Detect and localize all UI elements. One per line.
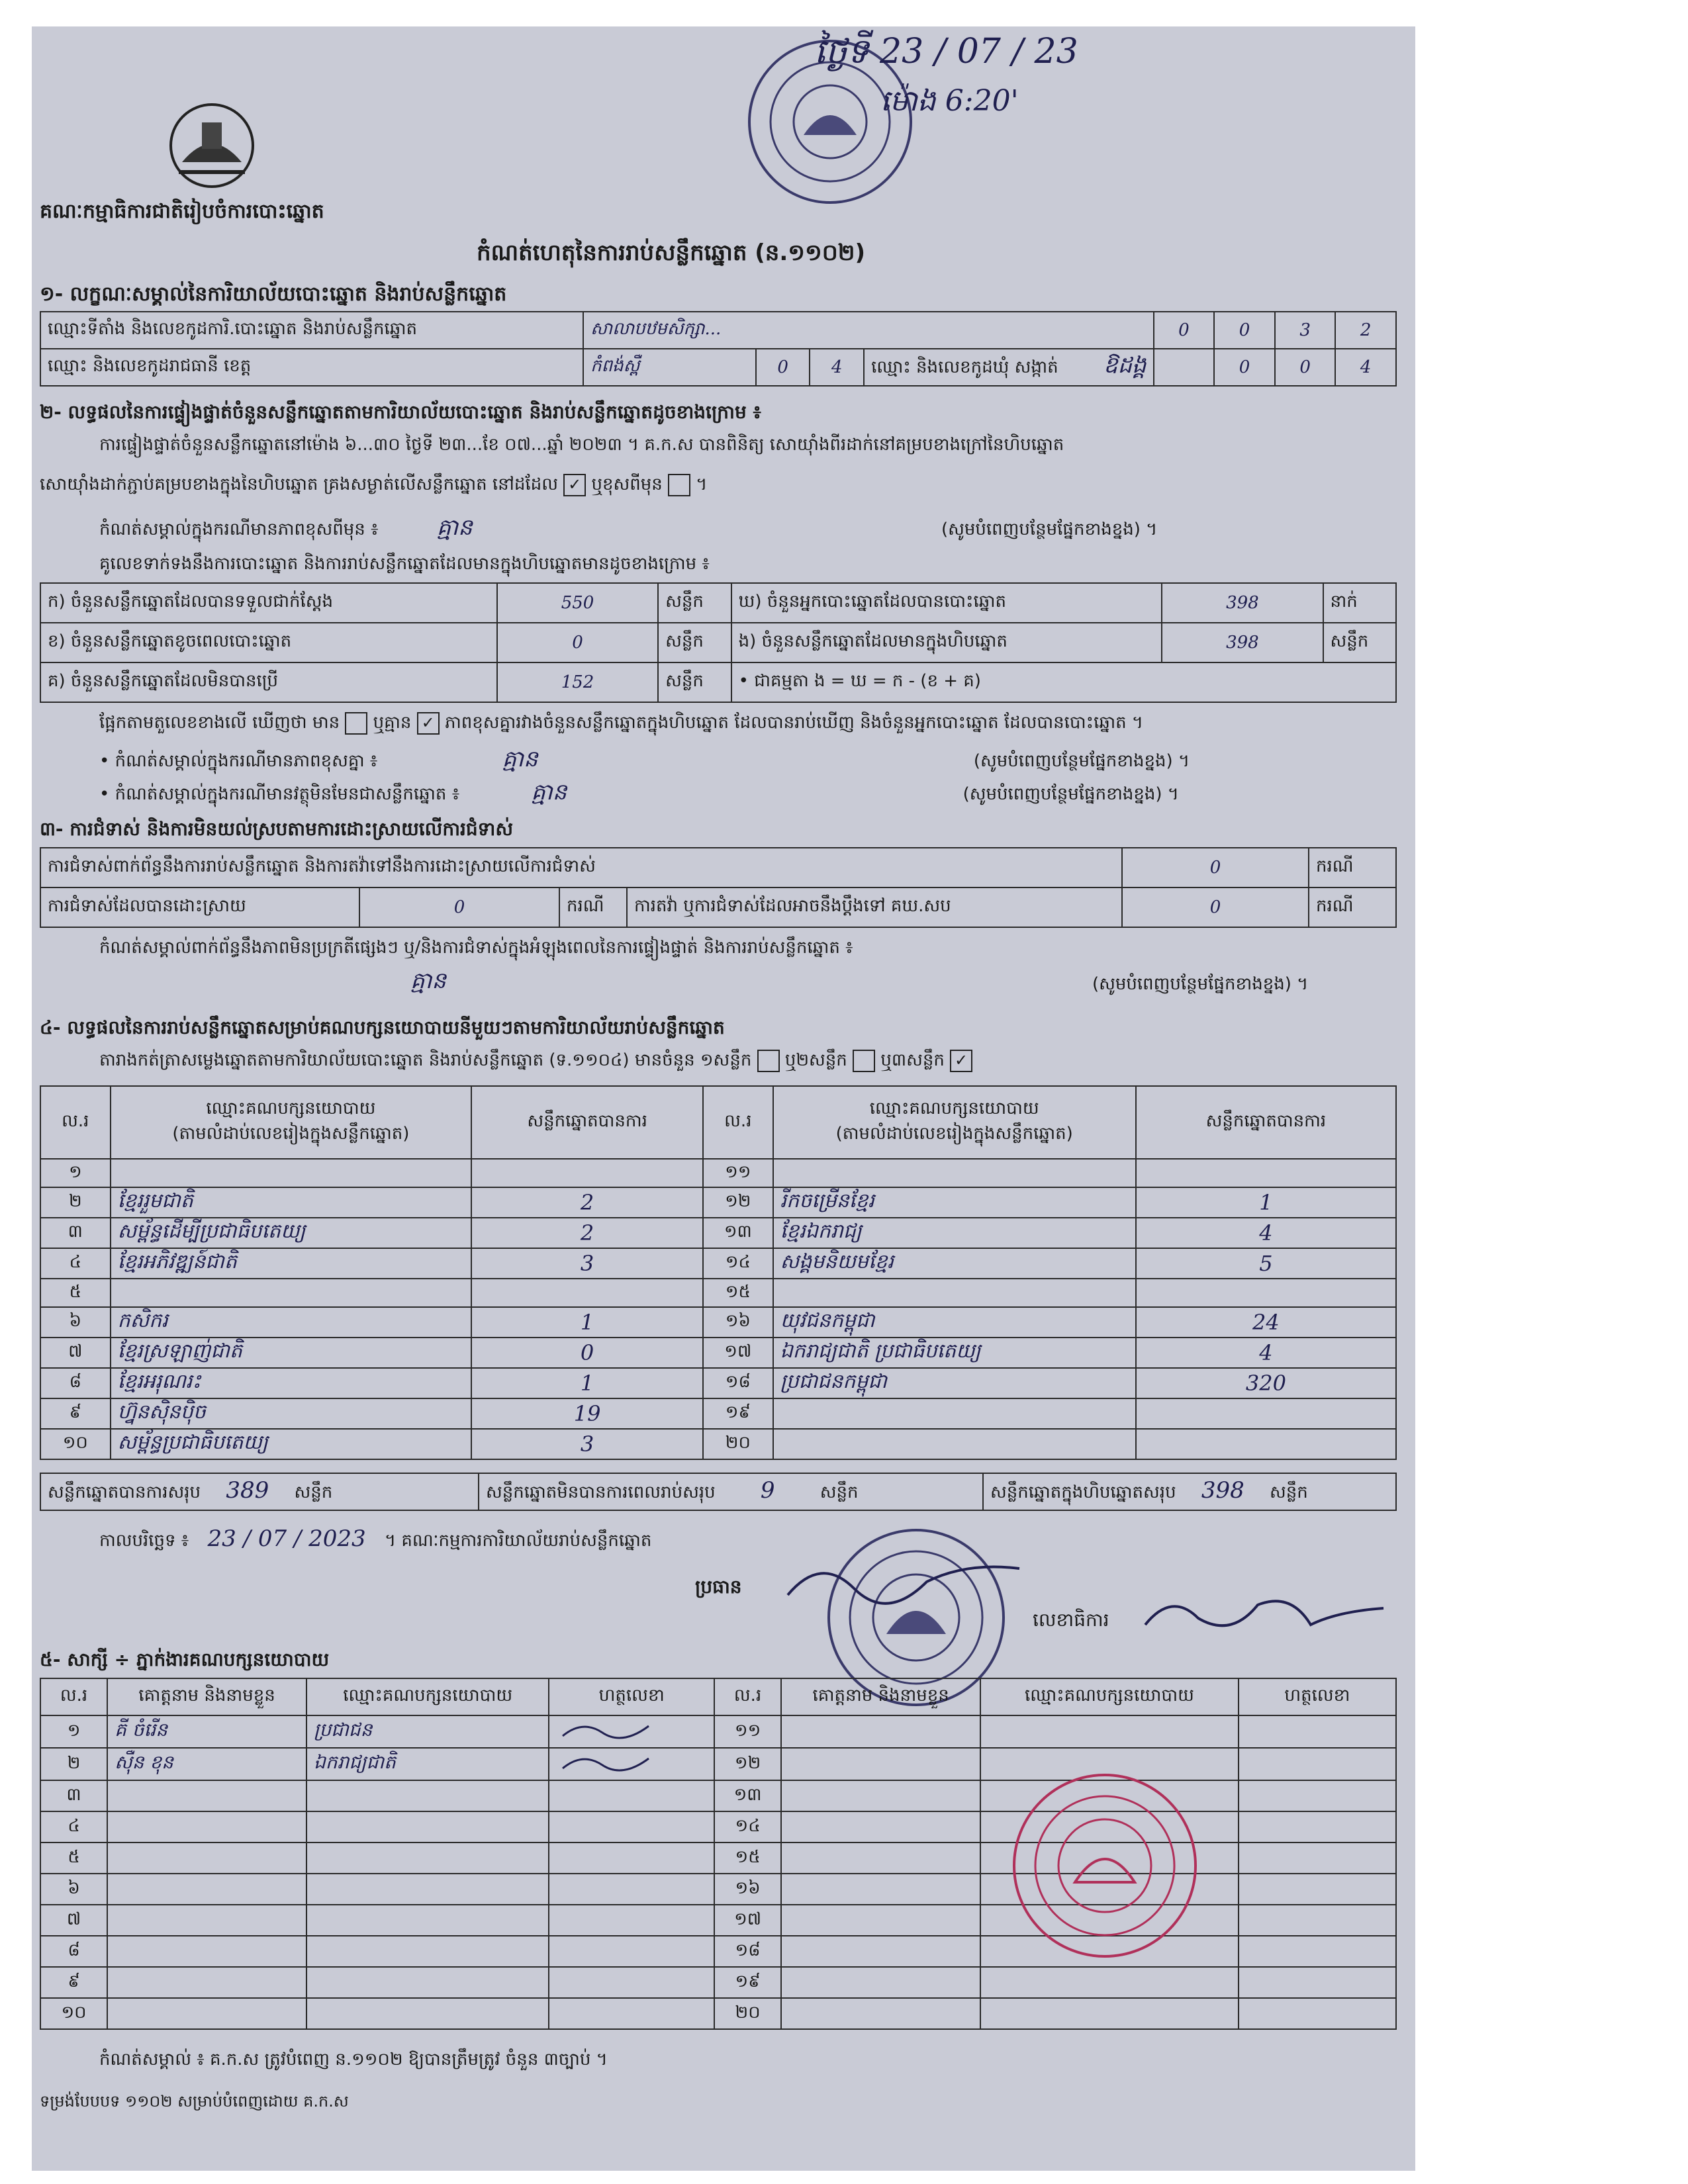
note1-label: កំណត់សម្គាល់ក្នុងករណីមានភាពខុសពីមុន ៖ bbox=[99, 520, 379, 539]
witness-sign-left bbox=[549, 1874, 714, 1905]
witness-party-left: ប្រជាជន bbox=[306, 1715, 549, 1748]
witness-no-left: ៥ bbox=[40, 1843, 107, 1874]
results-votes-right: 4 bbox=[1136, 1218, 1396, 1248]
results-col-party-right bbox=[773, 1086, 1136, 1159]
witness-col-sign-right: ហត្ថលេខា bbox=[1239, 1678, 1396, 1715]
witness-name-right bbox=[781, 1998, 980, 2029]
witness-sign-left bbox=[549, 1998, 714, 2029]
one-sheet-checkbox bbox=[757, 1050, 780, 1072]
results-no-right: ១៤ bbox=[703, 1248, 773, 1279]
objections-table bbox=[40, 847, 1397, 928]
results-votes-left: 2 bbox=[471, 1187, 703, 1218]
witness-sign-left bbox=[549, 1780, 714, 1811]
witness-sign-right bbox=[1239, 1998, 1396, 2029]
witness-name-right bbox=[781, 1905, 980, 1936]
witness-row bbox=[40, 1780, 1396, 1811]
results-no-right: ១២ bbox=[703, 1187, 773, 1218]
witness-signature bbox=[556, 1716, 655, 1743]
witness-no-left: ៨ bbox=[40, 1936, 107, 1967]
witness-row bbox=[40, 1998, 1396, 2029]
witness-no-left: ៩ bbox=[40, 1967, 107, 1998]
ngo-label: ង) ចំនួនសន្លឹកឆ្នោតដែលមានក្នុងហិបឆ្នោត bbox=[731, 623, 1162, 662]
results-no-right: ១១ bbox=[703, 1159, 773, 1187]
note3-line bbox=[99, 778, 1179, 811]
witness-party-left bbox=[306, 1998, 549, 2029]
results-no-left: ៩ bbox=[40, 1398, 111, 1429]
results-votes-right bbox=[1136, 1398, 1396, 1429]
kho-value: 398 bbox=[1162, 583, 1323, 623]
witness-no-left: ៤ bbox=[40, 1811, 107, 1843]
section2-para3: គូលេខទាក់ទងនឹងការបោះឆ្នោត និងការរាប់សន្លឹកឆ្នោតដែលមានក្នុងហិបឆ្នោតមានដូចខាងក្រោម ៖ bbox=[99, 554, 710, 574]
section4-intro-a: តារាងកត់ត្រាសម្លេងឆ្នោតតាមការិយាល័យបោះឆ្នោត និងរាប់សន្លឹកឆ្នោត (ទ.១១០៤) មានចំនួន ១សន្លឹក bbox=[99, 1050, 752, 1070]
results-party-right: យុវជនកម្ពុជា bbox=[773, 1307, 1136, 1338]
ko-unit: សន្លឹក bbox=[658, 662, 731, 702]
changed-checkbox bbox=[668, 474, 690, 496]
witness-party-left bbox=[306, 1874, 549, 1905]
witness-signature bbox=[556, 1749, 655, 1775]
witness-name-left bbox=[107, 1843, 306, 1874]
results-party-right bbox=[773, 1159, 1136, 1187]
location-value: សាលាបឋមសិក្សា... bbox=[583, 312, 1154, 349]
results-body bbox=[40, 1159, 1396, 1459]
note2-hint: (សូមបំពេញបន្ថែមផ្នែកខាងខ្នង) ។ bbox=[973, 751, 1190, 771]
results-col-votes-left: សន្លឹកឆ្នោតបានការ bbox=[471, 1086, 703, 1159]
witness-name-left bbox=[107, 1967, 306, 1998]
province-code-2: 4 bbox=[810, 349, 864, 386]
results-party-left: ខ្មែរស្រឡាញ់ជាតិ bbox=[111, 1338, 472, 1368]
commune-value: ឱដង្គ bbox=[1103, 352, 1147, 379]
kha-value: 0 bbox=[497, 623, 658, 662]
witness-name-left bbox=[107, 1780, 306, 1811]
objection-row1-label: ការជំទាស់ពាក់ព័ន្ធនឹងការរាប់សន្លឹកឆ្នោត និងការតវ៉ាទៅនឹងការដោះស្រាយលើការជំទាស់ bbox=[40, 848, 1122, 887]
objection-row2-value2: 0 bbox=[1122, 887, 1309, 927]
results-col-votes-right: សន្លឹកឆ្នោតបានការ bbox=[1136, 1086, 1396, 1159]
results-row bbox=[40, 1218, 1396, 1248]
witness-row bbox=[40, 1715, 1396, 1748]
results-col-party-right-title: ឈ្មោះគណបក្សនយោបាយ bbox=[869, 1099, 1039, 1118]
objection-row2-unit: ករណី bbox=[559, 887, 627, 927]
total-invalid-unit: សន្លឹក bbox=[820, 1482, 859, 1502]
results-no-right: ១៣ bbox=[703, 1218, 773, 1248]
results-party-left: ខ្មែរអរុណរះ bbox=[111, 1368, 472, 1398]
results-votes-left: 1 bbox=[471, 1368, 703, 1398]
ko-value: 152 bbox=[497, 662, 658, 702]
para2-end: ។ bbox=[696, 475, 708, 494]
para4-b: ឬគ្មាន bbox=[373, 713, 412, 733]
results-votes-right: 5 bbox=[1136, 1248, 1396, 1279]
section2-heading: ២- លទ្ធផលនៃការផ្ទៀងផ្ទាត់ចំនួនសន្លឹកឆ្នោតតាមការិយាល័យបោះឆ្នោត និងរាប់សន្លឹកឆ្នោតដូចខាងក្រោម ៖ bbox=[40, 401, 761, 423]
date-committee: ។ គណៈកម្មការការិយាល័យរាប់សន្លឹកឆ្នោត bbox=[384, 1531, 652, 1551]
note2-value: គ្មាន bbox=[502, 746, 538, 772]
yes-difference-checkbox bbox=[345, 712, 367, 735]
witness-row bbox=[40, 1905, 1396, 1936]
results-row bbox=[40, 1187, 1396, 1218]
results-votes-left: 3 bbox=[471, 1429, 703, 1459]
unchanged-checkbox: ✓ bbox=[563, 474, 586, 496]
para4-a: ផ្អែកតាមតួលេខខាងលើ ឃើញថា មាន bbox=[99, 713, 340, 733]
witness-col-no-right: ល.រ bbox=[714, 1678, 781, 1715]
results-votes-left: 3 bbox=[471, 1248, 703, 1279]
total-invalid-cell bbox=[479, 1473, 983, 1510]
results-votes-left: 2 bbox=[471, 1218, 703, 1248]
witness-sign-right bbox=[1239, 1780, 1396, 1811]
witness-sign-left bbox=[549, 1811, 714, 1843]
witness-col-party-right: ឈ្មោះគណបក្សនយោបាយ bbox=[980, 1678, 1239, 1715]
total-invalid-label: សន្លឹកឆ្នោតមិនបានការពេលរាប់សរុប bbox=[486, 1482, 716, 1502]
total-valid-unit: សន្លឹក bbox=[294, 1482, 333, 1502]
witness-sign-left bbox=[549, 1843, 714, 1874]
section1-table bbox=[40, 311, 1397, 387]
commune-code-2: 0 bbox=[1275, 349, 1336, 386]
chair-signature bbox=[781, 1542, 1033, 1624]
nec-emblem bbox=[165, 99, 258, 192]
results-row bbox=[40, 1398, 1396, 1429]
witness-name-right bbox=[781, 1715, 980, 1748]
witness-col-party-left: ឈ្មោះគណបក្សនយោបាយ bbox=[306, 1678, 549, 1715]
results-no-right: ២០ bbox=[703, 1429, 773, 1459]
note1-line bbox=[99, 513, 1157, 546]
section2-para4 bbox=[99, 711, 1143, 737]
witness-no-right: ១២ bbox=[714, 1748, 781, 1780]
results-votes-right: 24 bbox=[1136, 1307, 1396, 1338]
province-code-1: 0 bbox=[756, 349, 810, 386]
witness-sign-left bbox=[549, 1967, 714, 1998]
note2-line bbox=[99, 745, 1190, 778]
results-row bbox=[40, 1279, 1396, 1307]
province-label: ឈ្មោះ និងលេខកូដរាជធានី ខេត្ត bbox=[40, 349, 583, 386]
witness-no-left: ២ bbox=[40, 1748, 107, 1780]
results-party-right: ប្រជាជនកម្ពុជា bbox=[773, 1368, 1136, 1398]
red-seal bbox=[1013, 1774, 1197, 1958]
witness-no-right: ១៨ bbox=[714, 1936, 781, 1967]
results-col-party-left-title: ឈ្មោះគណបក្សនយោបាយ bbox=[206, 1099, 376, 1118]
section4-intro bbox=[99, 1049, 972, 1074]
witness-sign-right bbox=[1239, 1936, 1396, 1967]
results-no-left: ៥ bbox=[40, 1279, 111, 1307]
results-col-party-left bbox=[111, 1086, 472, 1159]
results-party-right: រីកចម្រើនខ្មែរ bbox=[773, 1187, 1136, 1218]
objection-row2-label: ការជំទាស់ដែលបានដោះស្រាយ bbox=[40, 887, 359, 927]
witness-sign-right bbox=[1239, 1967, 1396, 1998]
results-col-party-right-sub: (តាមលំដាប់លេខរៀងក្នុងសន្លឹកឆ្នោត) bbox=[835, 1124, 1073, 1144]
total-valid-cell bbox=[40, 1473, 479, 1510]
witness-party-left bbox=[306, 1905, 549, 1936]
witness-name-right bbox=[781, 1748, 980, 1780]
witness-no-right: ១៤ bbox=[714, 1811, 781, 1843]
results-party-left: កសិករ bbox=[111, 1307, 472, 1338]
results-votes-right bbox=[1136, 1159, 1396, 1187]
section3-note: កំណត់សម្គាល់ពាក់ព័ន្ធនឹងភាពមិនប្រក្រតីផ្សេងៗ ឬ/និងការជំទាស់ក្នុងអំឡុងពេលនៃការផ្ទៀងផ្ទាត់ និងការរាប់សន្លឹកឆ្នោត ៖ bbox=[99, 938, 853, 958]
kha-label: ខ) ចំនួនសន្លឹកឆ្នោតខូចពេលបោះឆ្នោត bbox=[40, 623, 497, 662]
witness-name-left bbox=[107, 1998, 306, 2029]
footer-form-info: ទម្រង់បែបបទ ១១០២ សម្រាប់បំពេញដោយ គ.ក.ស bbox=[40, 2092, 349, 2111]
commune-code-blank bbox=[1154, 349, 1215, 386]
witness-no-left: ៧ bbox=[40, 1905, 107, 1936]
witness-col-name-right: គោត្តនាម និងនាមខ្លួន bbox=[781, 1678, 980, 1715]
witness-name-left: ស៊ឺន ខុន bbox=[107, 1748, 306, 1780]
results-row bbox=[40, 1368, 1396, 1398]
secretary-signature bbox=[1139, 1578, 1390, 1654]
location-code-3: 3 bbox=[1275, 312, 1336, 349]
witness-name-right bbox=[781, 1874, 980, 1905]
results-no-left: ១០ bbox=[40, 1429, 111, 1459]
note3-value: គ្មាន bbox=[531, 779, 567, 805]
total-box-cell bbox=[983, 1473, 1396, 1510]
kho-label: ឃ) ចំនួនអ្នកបោះឆ្នោតដែលបានបោះឆ្នោត bbox=[731, 583, 1162, 623]
section2-para2 bbox=[40, 473, 707, 498]
witness-name-left bbox=[107, 1905, 306, 1936]
witness-sign-right bbox=[1239, 1843, 1396, 1874]
ko-label: គ) ចំនួនសន្លឹកឆ្នោតដែលមិនបានប្រើ bbox=[40, 662, 497, 702]
location-code-2: 0 bbox=[1214, 312, 1275, 349]
witness-name-left: គី ចំរើន bbox=[107, 1715, 306, 1748]
results-votes-right bbox=[1136, 1429, 1396, 1459]
objection-row2-unit2: ករណី bbox=[1309, 887, 1396, 927]
ka-value: 550 bbox=[497, 583, 658, 623]
results-votes-right bbox=[1136, 1279, 1396, 1307]
results-row bbox=[40, 1307, 1396, 1338]
witness-no-right: ១៣ bbox=[714, 1780, 781, 1811]
date-line bbox=[99, 1525, 651, 1555]
results-no-left: ៣ bbox=[40, 1218, 111, 1248]
ka-label: ក) ចំនួនសន្លឹកឆ្នោតដែលបានទទួលជាក់ស្តែង bbox=[40, 583, 497, 623]
kha-unit: សន្លឹក bbox=[658, 623, 731, 662]
results-party-left: ហ្វ៊ុនស៊ិនប៉ិច bbox=[111, 1398, 472, 1429]
results-row bbox=[40, 1159, 1396, 1187]
three-sheet-checkbox: ✓ bbox=[950, 1050, 972, 1072]
witness-no-right: ២០ bbox=[714, 1998, 781, 2029]
ngo-unit: សន្លឹក bbox=[1323, 623, 1396, 662]
total-valid-label: សន្លឹកឆ្នោតបានការសរុប bbox=[48, 1482, 201, 1502]
results-votes-right: 4 bbox=[1136, 1338, 1396, 1368]
witness-no-right: ១១ bbox=[714, 1715, 781, 1748]
results-party-left: សម្ព័ន្ធប្រជាធិបតេយ្យ bbox=[111, 1429, 472, 1459]
section4-heading: ៤- លទ្ធផលនៃការរាប់សន្លឹកឆ្នោតសម្រាប់គណបក្សនយោបាយនីមួយៗតាមការិយាល័យរាប់សន្លឹកឆ្នោត bbox=[40, 1017, 725, 1038]
changed-label: ឬខុសពីមុន bbox=[591, 475, 663, 494]
results-no-left: ៧ bbox=[40, 1338, 111, 1368]
location-label: ឈ្មោះទីតាំង និងលេខកូដការិ.បោះឆ្នោត និងរាប់សន្លឹកឆ្នោត bbox=[40, 312, 583, 349]
results-party-right: ឯករាជ្យជាតិ ប្រជាធិបតេយ្យ bbox=[773, 1338, 1136, 1368]
note2-label: • កំណត់សម្គាល់ក្នុងករណីមានភាពខុសគ្នា ៖ bbox=[99, 751, 378, 771]
witness-name-left bbox=[107, 1874, 306, 1905]
results-party-right bbox=[773, 1398, 1136, 1429]
note1-hint: (សូមបំពេញបន្ថែមផ្នែកខាងខ្នង) ។ bbox=[941, 520, 1158, 539]
results-no-right: ១៨ bbox=[703, 1368, 773, 1398]
section1-heading: ១- លក្ខណៈសម្គាល់នៃការិយាល័យបោះឆ្នោត និងរាប់សន្លឹកឆ្នោត bbox=[40, 283, 507, 306]
objection-row2-value: 0 bbox=[359, 887, 559, 927]
two-sheet-checkbox bbox=[853, 1050, 875, 1072]
results-row bbox=[40, 1248, 1396, 1279]
witness-no-left: ១ bbox=[40, 1715, 107, 1748]
results-no-left: ២ bbox=[40, 1187, 111, 1218]
results-table bbox=[40, 1085, 1397, 1460]
commune-code-1: 0 bbox=[1214, 349, 1275, 386]
witness-sign-right bbox=[1239, 1715, 1396, 1748]
results-votes-left bbox=[471, 1159, 703, 1187]
total-invalid-value: 9 bbox=[760, 1477, 775, 1504]
kho-unit: នាក់ bbox=[1323, 583, 1396, 623]
total-box-value: 398 bbox=[1201, 1477, 1244, 1504]
no-difference-checkbox: ✓ bbox=[417, 712, 440, 735]
section3-hint: (សូមបំពេញបន្ថែមផ្នែកខាងខ្នង) ។ bbox=[1092, 974, 1309, 994]
stamp-time: ម៉ោង 6:20' bbox=[880, 84, 1019, 118]
secretary-label: លេខាធិការ bbox=[1033, 1609, 1109, 1631]
results-party-left bbox=[111, 1159, 472, 1187]
witness-name-right bbox=[781, 1936, 980, 1967]
witness-row bbox=[40, 1748, 1396, 1780]
results-no-left: ១ bbox=[40, 1159, 111, 1187]
witness-sign-left bbox=[549, 1936, 714, 1967]
location-code-4: 2 bbox=[1335, 312, 1396, 349]
results-no-right: ១៦ bbox=[703, 1307, 773, 1338]
results-col-no-left: ល.រ bbox=[40, 1086, 111, 1159]
section2-para1: ការផ្ទៀងផ្ទាត់ចំនួនសន្លឹកឆ្នោតនៅម៉ោង ៦...៣០ ថ្ងៃទី ២៣...ខែ ០៧...ឆ្នាំ ២០២៣ ។ គ.ក.ស បានពិនិត្យ សោយ៉ាំងពីរដាក់នៅគម្របខាងក្រៅនៃហិបឆ្នោត bbox=[99, 435, 1064, 455]
results-party-left: ខ្មែរអភិវឌ្ឍន៍ជាតិ bbox=[111, 1248, 472, 1279]
committee-name: គណៈកម្មាធិការជាតិរៀបចំការបោះឆ្នោត bbox=[40, 200, 324, 223]
witness-sign-left bbox=[549, 1748, 714, 1780]
total-valid-value: 389 bbox=[226, 1477, 269, 1504]
witness-party-right bbox=[980, 1998, 1239, 2029]
results-votes-right: 320 bbox=[1136, 1368, 1396, 1398]
total-box-label: សន្លឹកឆ្នោតក្នុងហិបឆ្នោតសរុប bbox=[990, 1482, 1176, 1502]
witness-col-no-left: ល.រ bbox=[40, 1678, 107, 1715]
witness-no-right: ១៧ bbox=[714, 1905, 781, 1936]
commune-label bbox=[864, 349, 1154, 386]
witness-col-name-left: គោត្តនាម និងនាមខ្លួន bbox=[107, 1678, 306, 1715]
results-votes-left bbox=[471, 1279, 703, 1307]
witness-party-left: ឯករាជ្យជាតិ bbox=[306, 1748, 549, 1780]
witness-name-right bbox=[781, 1811, 980, 1843]
results-votes-left: 0 bbox=[471, 1338, 703, 1368]
form-title: កំណត់ហេតុនៃការរាប់សន្លឹកឆ្នោត (ន.១១០២) bbox=[477, 240, 866, 266]
witness-name-right bbox=[781, 1843, 980, 1874]
results-no-left: ៦ bbox=[40, 1307, 111, 1338]
seal-status-text: សោយ៉ាំងដាក់ភ្ជាប់គម្របខាងក្នុងនៃហិបឆ្នោត គ្រងសម្ងាត់លើសន្លឹកឆ្នោត នៅដដែល bbox=[40, 475, 558, 494]
witness-name-right bbox=[781, 1780, 980, 1811]
results-party-left: ខ្មែររួមជាតិ bbox=[111, 1187, 472, 1218]
objection-row1-unit: ករណី bbox=[1309, 848, 1396, 887]
witness-sign-left bbox=[549, 1905, 714, 1936]
results-votes-left: 19 bbox=[471, 1398, 703, 1429]
results-party-right bbox=[773, 1279, 1136, 1307]
results-col-no-right: ល.រ bbox=[703, 1086, 773, 1159]
results-row bbox=[40, 1429, 1396, 1459]
witness-party-left bbox=[306, 1936, 549, 1967]
witness-no-right: ១៩ bbox=[714, 1967, 781, 1998]
location-code-1: 0 bbox=[1154, 312, 1215, 349]
results-party-left: សម្ព័ន្ធដើម្បីប្រជាធិបតេយ្យ bbox=[111, 1218, 472, 1248]
witness-sign-left bbox=[549, 1715, 714, 1748]
section5-heading: ៥- សាក្សី ÷ ភ្នាក់ងារគណបក្សនយោបាយ bbox=[40, 1649, 330, 1670]
results-row bbox=[40, 1338, 1396, 1368]
witness-no-right: ១៦ bbox=[714, 1874, 781, 1905]
note1-value: គ្មាន bbox=[436, 514, 473, 541]
witness-sign-right bbox=[1239, 1874, 1396, 1905]
witness-no-right: ១៥ bbox=[714, 1843, 781, 1874]
witness-name-right bbox=[781, 1967, 980, 1998]
witness-name-left bbox=[107, 1936, 306, 1967]
results-totals bbox=[40, 1473, 1397, 1511]
footer-note: កំណត់សម្គាល់ ៖ គ.ក.ស ត្រូវបំពេញ ន.១១០២ ឱ្យបានត្រឹមត្រូវ ចំនួន ៣ច្បាប់ ។ bbox=[99, 2050, 608, 2070]
stamp-date: ថ្ងៃទី 23 / 07 / 23 bbox=[814, 32, 1078, 71]
formula: • ជាគម្មតា ង = ឃ = ក - (ខ + គ) bbox=[731, 662, 1396, 702]
results-party-right: សង្គមនិយមខ្មែរ bbox=[773, 1248, 1136, 1279]
ngo-value: 398 bbox=[1162, 623, 1323, 662]
witness-party-left bbox=[306, 1843, 549, 1874]
chair-label: ប្រធាន bbox=[695, 1576, 742, 1598]
results-col-party-left-sub: (តាមលំដាប់លេខរៀងក្នុងសន្លឹកឆ្នោត) bbox=[172, 1124, 410, 1144]
date-value: 23 / 07 / 2023 bbox=[207, 1525, 366, 1552]
witness-party-right bbox=[980, 1715, 1239, 1748]
results-votes-right: 1 bbox=[1136, 1187, 1396, 1218]
results-votes-left: 1 bbox=[471, 1307, 703, 1338]
total-box-unit: សន្លឹក bbox=[1270, 1482, 1308, 1502]
section3-heading: ៣- ការជំទាស់ និងការមិនយល់ស្របតាមការដោះស្រាយលើការជំទាស់ bbox=[40, 818, 513, 840]
witness-col-sign-left: ហត្ថលេខា bbox=[549, 1678, 714, 1715]
witness-row bbox=[40, 1936, 1396, 1967]
witness-name-left bbox=[107, 1811, 306, 1843]
results-no-left: ៤ bbox=[40, 1248, 111, 1279]
witness-party-left bbox=[306, 1811, 549, 1843]
results-party-left bbox=[111, 1279, 472, 1307]
results-no-right: ១៧ bbox=[703, 1338, 773, 1368]
note3-label: • កំណត់សម្គាល់ក្នុងករណីមានវត្ថុមិនមែនជាសន្លឹកឆ្នោត ៖ bbox=[99, 784, 460, 804]
para4-c: ភាពខុសគ្នារវាងចំនួនសន្លឹកឆ្នោតក្នុងហិបឆ្នោត ដែលបានរាប់ឃើញ និងចំនួនអ្នកបោះឆ្នោត ដែលបានបោះឆ្នោត ។ bbox=[444, 713, 1143, 733]
note3-hint: (សូមបំពេញបន្ថែមផ្នែកខាងខ្នង) ។ bbox=[962, 784, 1179, 804]
ka-unit: សន្លឹក bbox=[658, 583, 731, 623]
province-value: កំពង់ស្ពឺ bbox=[583, 349, 756, 386]
results-party-right bbox=[773, 1429, 1136, 1459]
witness-party-left bbox=[306, 1780, 549, 1811]
commune-code-3: 4 bbox=[1335, 349, 1396, 386]
witness-no-left: ៣ bbox=[40, 1780, 107, 1811]
objection-row1-value: 0 bbox=[1122, 848, 1309, 887]
witness-row bbox=[40, 1811, 1396, 1843]
results-no-left: ៨ bbox=[40, 1368, 111, 1398]
commune-label-text: ឈ្មោះ និងលេខកូដឃុំ សង្កាត់ bbox=[871, 357, 1058, 377]
section4-intro-c: ឬ៣សន្លឹក bbox=[880, 1050, 945, 1070]
witness-no-left: ៦ bbox=[40, 1874, 107, 1905]
date-label: កាលបរិច្ឆេទ ៖ bbox=[99, 1531, 189, 1551]
results-no-right: ១៥ bbox=[703, 1279, 773, 1307]
witness-sign-right bbox=[1239, 1905, 1396, 1936]
witness-sign-right bbox=[1239, 1811, 1396, 1843]
results-party-right: ខ្មែរឯករាជ្យ bbox=[773, 1218, 1136, 1248]
ballot-count-table bbox=[40, 582, 1397, 703]
witness-party-right bbox=[980, 1967, 1239, 1998]
witness-party-left bbox=[306, 1967, 549, 1998]
section4-intro-b: ឬ២សន្លឹក bbox=[784, 1050, 847, 1070]
results-no-right: ១៩ bbox=[703, 1398, 773, 1429]
witness-no-left: ១០ bbox=[40, 1998, 107, 2029]
section3-note-value: គ្មាន bbox=[410, 968, 446, 994]
witness-sign-right bbox=[1239, 1748, 1396, 1780]
witness-row bbox=[40, 1967, 1396, 1998]
objection-row2-label2: ការតវ៉ា ឬការជំទាស់ដែលអាចនឹងប្តឹងទៅ គឃ.សប bbox=[627, 887, 1122, 927]
